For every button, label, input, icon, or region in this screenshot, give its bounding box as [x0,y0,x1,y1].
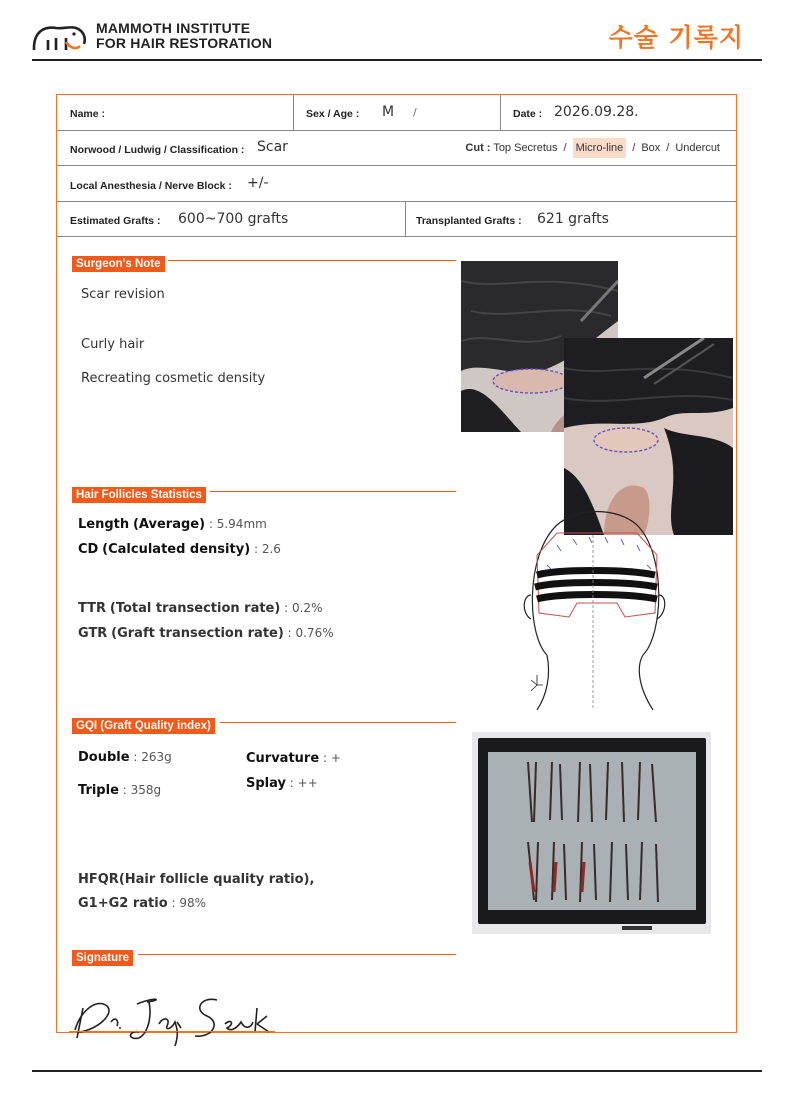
divider [405,202,406,236]
surgeon-note-header [72,252,457,268]
section-rule [210,491,456,492]
classification-label: Norwood / Ludwig / Classification : [70,144,245,156]
cut-option-micro-line-selected: Micro-line [573,138,627,158]
date-value: 2026.09.28. [554,104,639,120]
gqi-triple: Triple : 358g [78,783,162,798]
transplanted-grafts-value: 621 grafts [537,211,609,227]
follicle-stats-header [72,483,457,499]
gqi-header [72,714,457,730]
follicle-stats-heading: Hair Follicles Statistics [72,487,206,503]
gqi-curvature: Curvature : + [246,751,341,766]
cut-option-undercut: Undercut [675,142,720,154]
section-rule [168,260,456,261]
section-rule [220,722,456,723]
age-separator: / [413,106,417,119]
cut-separator: / [666,142,670,154]
divider [293,95,294,130]
cut-separator: / [632,142,636,154]
gqi-hfqr: HFQR(Hair follicle quality ratio), [78,872,315,887]
divider [500,95,501,130]
section-rule [138,954,456,955]
stat-ttr: TTR (Total transection rate) : 0.2% [78,601,323,616]
signature-header [72,946,457,962]
note-line: Scar revision [81,287,165,302]
gqi-ratio: G1+G2 ratio : 98% [78,896,206,911]
stat-cd: CD (Calculated density) : 2.6 [78,542,281,557]
estimated-grafts-value: 600~700 grafts [178,211,289,227]
estimated-grafts-label: Estimated Grafts : [70,215,161,227]
row-grafts [57,202,736,237]
surgeon-note-heading: Surgeon's Note [72,256,165,272]
cut-option-box: Box [641,142,661,154]
classification-value: Scar [257,139,288,155]
row-anesthesia [57,166,736,202]
graft-microscope-photo [472,732,711,934]
stat-length: Length (Average) : 5.94mm [78,517,267,532]
note-line: Recreating cosmetic density [81,371,266,386]
sex-value: M [382,104,395,120]
anesthesia-value: +/- [247,175,269,191]
cut-option-top-secretus: Top Secretus [493,142,558,154]
head-diagram [517,495,669,710]
stat-gtr: GTR (Graft transection rate) : 0.76% [78,626,334,641]
cut-separator: / [563,142,567,154]
anesthesia-label: Local Anesthesia / Nerve Block : [70,180,232,192]
doctor-signature [67,990,277,1050]
date-label: Date : [513,108,543,120]
row-classification [57,131,736,166]
institute-name: MAMMOTH INSTITUTE FOR HAIR RESTORATION [96,20,273,51]
signature-heading: Signature [72,950,133,966]
header-rule [32,59,762,61]
row-name-sex-date [57,95,736,131]
gqi-heading: GQI (Graft Quality index) [72,718,215,734]
cut-options [465,142,720,154]
document-title: 수술 기록지 [608,23,744,52]
sex-age-label: Sex / Age : [306,108,360,120]
signature-line [69,1031,275,1032]
cut-label: Cut : [465,142,491,154]
gqi-splay: Splay : ++ [246,776,318,791]
mammoth-logo-icon [30,20,92,54]
gqi-double: Double : 263g [78,750,172,765]
transplanted-grafts-label: Transplanted Grafts : [416,215,522,227]
note-line: Curly hair [81,337,145,352]
name-label: Name : [70,108,106,120]
footer-rule [32,1070,762,1072]
